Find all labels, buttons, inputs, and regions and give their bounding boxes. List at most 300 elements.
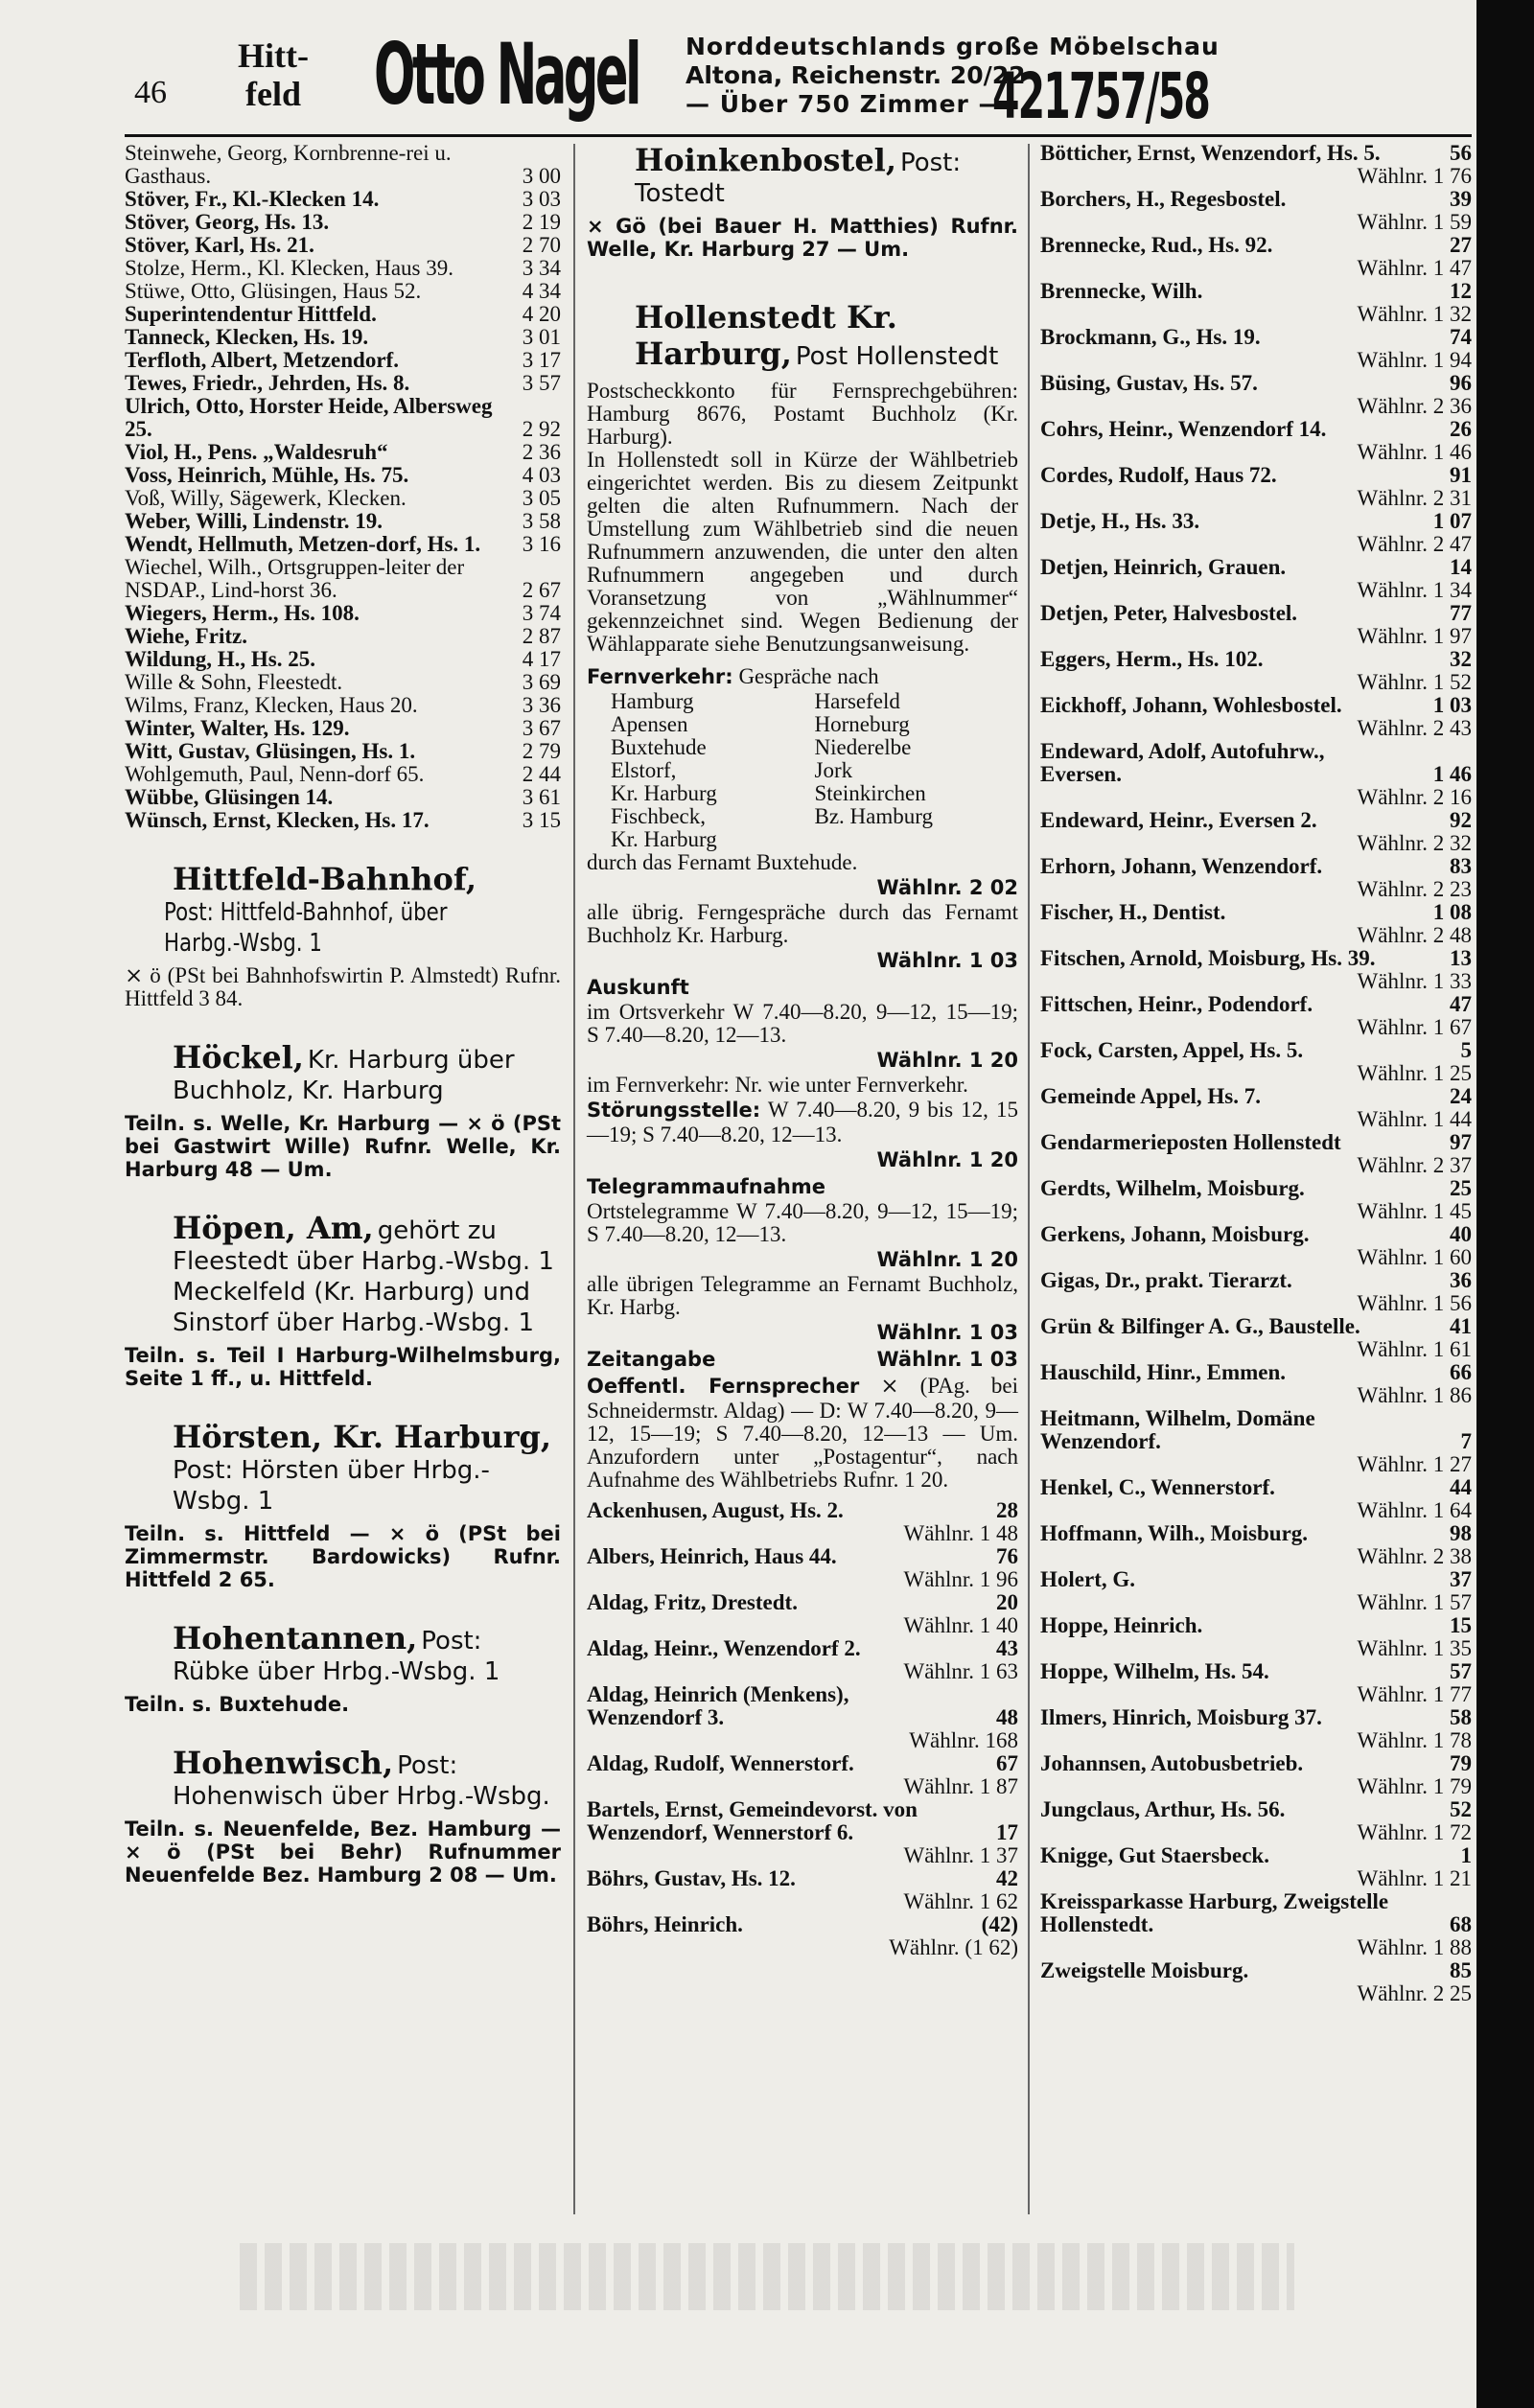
entry-name: Stüwe, Otto, Glüsingen, Haus 52. [125, 279, 422, 303]
entry-number: 97 [1450, 1130, 1472, 1154]
section-note: Teiln. s. Welle, Kr. Harburg — ⨯ ö (PSt bei Gastwirt Wille) Rufnr. Welle, Kr. Harburg 48 — Um. [125, 1112, 561, 1181]
section-post: Post Hollenstedt [795, 342, 999, 371]
entry-top [587, 1591, 1018, 1614]
section-hoeckel [125, 1039, 561, 1181]
waehlnummer-label: Wählnr. [1357, 1291, 1428, 1315]
list-item [1040, 1039, 1472, 1085]
entry-name: Johannsen, Autobusbetrieb. [1040, 1751, 1304, 1775]
entry-name: Wildung, H., Hs. 25. [125, 647, 315, 671]
section-title: Hollenstedt Kr. Harburg, [635, 299, 897, 372]
section-post: Post: Hörsten über Hrbg.-Wsbg. 1 [173, 1456, 490, 1516]
entry-number: 37 [1450, 1567, 1472, 1591]
list-item [125, 533, 561, 556]
place-name: Kr. Harburg [611, 781, 717, 805]
entry-name: Ackenhusen, August, Hs. 2. [587, 1498, 844, 1522]
entry-name: Wilms, Franz, Klecken, Haus 20. [125, 693, 418, 717]
telegramm-alle-nr: Wählnr. 1 03 [876, 1321, 1018, 1344]
entry-number: 3 34 [522, 256, 561, 280]
entry-top [1040, 694, 1472, 717]
list-item [1040, 418, 1472, 464]
waehlnummer [1040, 671, 1472, 694]
entry-top [587, 1798, 1018, 1844]
entry-top [1040, 1798, 1472, 1821]
entry-number: 67 [996, 1751, 1018, 1775]
entry-top [1040, 855, 1472, 878]
waehlnummer [1040, 625, 1472, 648]
entry-number: 15 [1450, 1613, 1472, 1637]
entry-top [1040, 372, 1472, 395]
entry-number: 20 [996, 1590, 1018, 1614]
waehlnummer-label: Wählnr. [1357, 164, 1428, 188]
entry-name: Cordes, Rudolf, Haus 72. [1040, 463, 1277, 487]
section-title: Hohentannen, [173, 1620, 418, 1656]
waehlnummer-value: 1 21 [1432, 1866, 1472, 1890]
waehlnummer [1040, 878, 1472, 901]
list-item [1040, 602, 1472, 648]
entry-top [1040, 556, 1472, 579]
waehlnummer-value: 1 87 [979, 1774, 1018, 1798]
waehlnummer-value: 1 34 [1432, 578, 1472, 602]
list-item [125, 717, 561, 740]
waehlnummer-value: 2 48 [1432, 923, 1472, 947]
entry-name: Stöver, Karl, Hs. 21. [125, 233, 314, 257]
list-item [1040, 1568, 1472, 1614]
entry-top [1040, 510, 1472, 533]
entry-name: Tewes, Friedr., Jehrden, Hs. 8. [125, 371, 410, 395]
section-title: Hoinkenbostel, [635, 142, 896, 178]
entry-name: Eggers, Herm., Hs. 102. [1040, 647, 1264, 671]
entry-number: 12 [1450, 279, 1472, 303]
oeff-label: Oeffentl. Fernsprecher [587, 1375, 860, 1398]
entry-list [125, 142, 561, 832]
entry-top [1040, 188, 1472, 211]
place-name: Horneburg [814, 712, 910, 736]
section-hittfeld-bahnhof [125, 861, 561, 1010]
waehlnummer [1040, 1499, 1472, 1522]
waehlnummer [1040, 717, 1472, 740]
waehlnummer-label: Wählnr. [1357, 486, 1428, 510]
entry-number: 26 [1450, 417, 1472, 441]
entry-top [587, 1913, 1018, 1936]
waehlnummer-label: Wählnr. [903, 1774, 974, 1798]
waehlnummer [1040, 786, 1472, 809]
entry-name: Voss, Heinrich, Mühle, Hs. 75. [125, 463, 409, 487]
place-heading [225, 36, 321, 113]
entry-name: Borchers, H., Regesbostel. [1040, 187, 1287, 211]
section-note: Teiln. s. Hittfeld — ⨯ ö (PSt bei Zimmermstr. Bardowicks) Rufnr. Hittfeld 2 65. [125, 1522, 561, 1591]
column-3 [1040, 142, 1472, 2005]
entry-top [1040, 1959, 1472, 1982]
telegramm-alle: alle übrigen Telegramme an Fernamt Buchholz, Kr. Harbg. [587, 1272, 1018, 1319]
zeit-nr: Wählnr. 1 03 [876, 1348, 1018, 1371]
entry-number: 5 [1460, 1038, 1472, 1062]
entry-number: 2 36 [522, 440, 561, 464]
entry-number: 92 [1450, 808, 1472, 832]
entry-name: Heitmann, Wilhelm, Domäne Wenzendorf. [1040, 1406, 1315, 1453]
waehlnummer-label: Wählnr. [1357, 1337, 1428, 1361]
waehlnummer-value: 2 38 [1432, 1544, 1472, 1568]
list-item [125, 395, 561, 441]
waehlnummer [587, 1522, 1018, 1545]
entry-number: 68 [1450, 1912, 1472, 1936]
entry-number: 1 08 [1432, 900, 1472, 924]
place-name: Elstorf, [611, 758, 677, 782]
waehlnummer-value: 1 35 [1432, 1636, 1472, 1660]
waehlnummer [1040, 1384, 1472, 1407]
waehlnummer-label: Wählnr. [1357, 1774, 1428, 1798]
waehlnummer-value: 1 27 [1432, 1452, 1472, 1476]
entry-top [587, 1683, 1018, 1729]
waehlnummer-label: Wählnr. [1357, 1153, 1428, 1177]
entry-name: Fittschen, Heinr., Podendorf. [1040, 992, 1313, 1016]
waehlnummer [1040, 211, 1472, 234]
waehlnummer [1040, 832, 1472, 855]
place-name: Niederelbe [814, 735, 912, 759]
advert-line-3: — Über 750 Zimmer — [686, 90, 1004, 118]
column-divider [573, 144, 575, 2214]
entry-number: 85 [1450, 1958, 1472, 1982]
waehlnummer-label: Wählnr. [1357, 1981, 1428, 2005]
waehlnummer [587, 1936, 1018, 1959]
section-hohentannen [125, 1620, 561, 1716]
entry-number: 24 [1450, 1084, 1472, 1108]
entry-top [1040, 602, 1472, 625]
waehlnummer [1040, 349, 1472, 372]
advert-line-1: Norddeutschlands große Möbelschau [686, 33, 1220, 60]
waehlnummer-value: 2 43 [1432, 716, 1472, 740]
entry-number: 14 [1450, 555, 1472, 579]
entry-number: 2 67 [522, 578, 561, 602]
entry-name: Kreissparkasse Harburg, Zweigstelle Hollenstedt. [1040, 1889, 1389, 1936]
list-item [1040, 556, 1472, 602]
place-name: Kr. Harburg [611, 827, 717, 851]
waehlnummer-value: 1 32 [1432, 302, 1472, 326]
entry-top [1040, 648, 1472, 671]
entry-name: Brennecke, Rud., Hs. 92. [1040, 233, 1273, 257]
waehlnummer [1040, 1775, 1472, 1798]
entry-number: 3 74 [522, 601, 561, 625]
wahlbetrieb-text: In Hollenstedt soll in Kürze der Wählbetrieb eingerichtet werden. Bis zu diesem Zeitpunkt gelten die alten Rufnummern. Nach der Umstellung zum Wählbetrieb sind die neuen Rufnummern anzuwenden, die unter den alten Rufnummern angegeben und durch Voransetzung von „Wählnummer“ gekennzeichnet sind. Wegen Bedienung der Wählapparate siehe Benutzungsanweisung. [587, 448, 1018, 656]
entry-top [1040, 1361, 1472, 1384]
entry-number: 3 69 [522, 670, 561, 694]
entry-number: 4 20 [522, 302, 561, 326]
entry-number: 48 [996, 1705, 1018, 1729]
entry-name: Steinwehe, Georg, Kornbrenne-rei u. Gasthaus. [125, 141, 452, 188]
fernamt-buchholz: alle übrig. Ferngespräche durch das Fernamt Buchholz Kr. Harburg. [587, 900, 1018, 947]
entry-name: Gigas, Dr., prakt. Tierarzt. [1040, 1268, 1292, 1292]
entry-top [1040, 1407, 1472, 1453]
waehlnummer-value: 1 25 [1432, 1061, 1472, 1085]
entry-name: Brockmann, G., Hs. 19. [1040, 325, 1261, 349]
waehlnummer [587, 1614, 1018, 1637]
list-item [587, 1591, 1018, 1637]
entry-top [1040, 1614, 1472, 1637]
advert-line-2: Altona, Reichenstr. 20/22 [686, 61, 1026, 89]
entry-name: Wünsch, Ernst, Klecken, Hs. 17. [125, 808, 430, 832]
waehlnummer-value: 2 25 [1432, 1981, 1472, 2005]
entry-name: Bötticher, Ernst, Wenzendorf, Hs. 5. [1040, 141, 1381, 165]
waehlnummer-label: Wählnr. [1357, 969, 1428, 993]
entry-top [1040, 1269, 1472, 1292]
list-item [1040, 1085, 1472, 1131]
waehlnummer-label: Wählnr. [1357, 716, 1428, 740]
place-name: Harsefeld [814, 689, 900, 713]
bleed-through-text [240, 2243, 1294, 2310]
waehlnummer-label: Wählnr. [1357, 1636, 1428, 1660]
waehlnummer [1040, 395, 1472, 418]
entry-name: Eickhoff, Johann, Wohlesbostel. [1040, 693, 1342, 717]
entry-name: Stöver, Fr., Kl.-Klecken 14. [125, 187, 380, 211]
waehlnummer-value: 1 56 [1432, 1291, 1472, 1315]
list-item [1040, 1890, 1472, 1959]
waehlnummer-label: Wählnr. [1357, 1383, 1428, 1407]
waehlnummer-value: 1 40 [979, 1613, 1018, 1637]
entry-number: 40 [1450, 1222, 1472, 1246]
fernverkehr-places [587, 690, 1018, 851]
list-item [125, 142, 561, 188]
entry-name: Wiehe, Fritz. [125, 624, 247, 648]
waehlnummer-value: 1 33 [1432, 969, 1472, 993]
entry-name: Knigge, Gut Staersbeck. [1040, 1843, 1269, 1867]
waehlnummer-label: Wählnr. [1357, 348, 1428, 372]
list-item [587, 1545, 1018, 1591]
waehlnummer-value: 1 79 [1432, 1774, 1472, 1798]
section-hoepen [125, 1210, 561, 1390]
list-item [1040, 1269, 1472, 1315]
list-item [125, 257, 561, 280]
list-item [1040, 809, 1472, 855]
entry-number: 28 [996, 1498, 1018, 1522]
entry-name: Weber, Willi, Lindenstr. 19. [125, 509, 384, 533]
telegramm-label: Telegrammaufnahme [587, 1175, 825, 1198]
entry-name: Terfloth, Albert, Metzendorf. [125, 348, 399, 372]
waehlnummer-value: 1 48 [979, 1521, 1018, 1545]
entry-top [587, 1752, 1018, 1775]
entry-name: Gerdts, Wilhelm, Moisburg. [1040, 1176, 1305, 1200]
list-item [125, 372, 561, 395]
waehlnummer-label: Wählnr. [1357, 256, 1428, 280]
waehlnummer-label: Wählnr. [889, 1935, 960, 1959]
postscheck-text: Postscheckkonto für Fernsprechgebühren: Hamburg 8676, Postamt Buchholz (Kr. Harburg). [587, 379, 1018, 449]
auskunft-fern: im Fernverkehr: Nr. wie unter Fernverkehr. [587, 1073, 968, 1097]
list-item [1040, 1752, 1472, 1798]
waehlnummer-label: Wählnr. [1357, 670, 1428, 694]
waehlnummer-value: 2 16 [1432, 785, 1472, 809]
fernamt-buxtehude: durch das Fernamt Buxtehude. [587, 850, 858, 874]
list-item [125, 211, 561, 234]
list-item [1040, 947, 1472, 993]
section-title: Höckel, [173, 1039, 304, 1076]
waehlnummer-label: Wählnr. [1357, 877, 1428, 901]
list-item [1040, 234, 1472, 280]
entry-name: Detje, H., Hs. 33. [1040, 509, 1200, 533]
waehlnummer [1040, 1637, 1472, 1660]
list-item [125, 349, 561, 372]
entry-name: Viol, H., Pens. „Waldesruh“ [125, 440, 388, 464]
waehlnummer-value: 1 44 [1432, 1107, 1472, 1131]
list-item [1040, 740, 1472, 809]
entry-name: Aldag, Fritz, Drestedt. [587, 1590, 798, 1614]
waehlnummer [1040, 1729, 1472, 1752]
entry-number: (42) [981, 1912, 1018, 1936]
entry-number: 4 17 [522, 647, 561, 671]
entry-number: 96 [1450, 371, 1472, 395]
waehlnummer-label: Wählnr. [1357, 1866, 1428, 1890]
entry-number: 3 57 [522, 371, 561, 395]
entry-name: Hauschild, Hinr., Emmen. [1040, 1360, 1287, 1384]
place-name: Steinkirchen [814, 781, 926, 805]
list-item [1040, 1959, 1472, 2005]
waehlnummer-value: 1 86 [1432, 1383, 1472, 1407]
entry-name: Gemeinde Appel, Hs. 7. [1040, 1084, 1262, 1108]
entry-number: 39 [1450, 187, 1472, 211]
waehlnummer-label: Wählnr. [1357, 394, 1428, 418]
entry-top [587, 1637, 1018, 1660]
section-title: Hörsten, Kr. Harburg, [173, 1419, 551, 1455]
entry-name: Superintendentur Hittfeld. [125, 302, 377, 326]
waehlnummer [587, 1660, 1018, 1683]
waehlnummer-label: Wählnr. [1357, 1498, 1428, 1522]
list-item [125, 510, 561, 533]
waehlnummer [1040, 165, 1472, 188]
section-post: gehört zu Fleestedt über Harbg.-Wsbg. 1 Meckelfeld (Kr. Harburg) und Sinstorf über Harbg.-Wsbg. 1 [173, 1216, 554, 1337]
entry-top [1040, 1085, 1472, 1108]
entry-top [1040, 464, 1472, 487]
column-divider [1028, 144, 1030, 2214]
entry-number: 2 19 [522, 210, 561, 234]
entry-top [587, 1499, 1018, 1522]
entry-number: 44 [1450, 1475, 1472, 1499]
entry-name: Gendarmerieposten Hollenstedt [1040, 1130, 1341, 1154]
fernamt-buchholz-nr: Wählnr. 1 03 [876, 949, 1018, 972]
waehlnummer-value: 168 [985, 1728, 1018, 1752]
auskunft-nr: Wählnr. 1 20 [876, 1049, 1018, 1072]
advert-phone: 421757/58 [992, 59, 1209, 133]
waehlnummer [1040, 924, 1472, 947]
entry-name: Gerkens, Johann, Moisburg. [1040, 1222, 1310, 1246]
entry-name: Hoppe, Wilhelm, Hs. 54. [1040, 1659, 1269, 1683]
section-note: Teiln. s. Neuenfelde, Bez. Hamburg — ⨯ ö (PSt bei Behr) Rufnummer Neuenfelde Bez. Hamburg 2 08 — Um. [125, 1818, 561, 1887]
waehlnummer-label: Wählnr. [1357, 1820, 1428, 1844]
entry-number: 56 [1450, 141, 1472, 165]
waehlnummer [1040, 1591, 1472, 1614]
list-item [125, 441, 561, 464]
entry-top [1040, 1131, 1472, 1154]
list-item [1040, 901, 1472, 947]
list-item [1040, 1844, 1472, 1890]
list-item [1040, 993, 1472, 1039]
waehlnummer [1040, 1062, 1472, 1085]
entry-name: Grün & Bilfinger A. G., Baustelle. [1040, 1314, 1360, 1338]
section-post: Kr. Harburg über Buchholz, Kr. Harburg [173, 1046, 515, 1105]
entry-list [587, 1499, 1018, 1959]
entry-number: 77 [1450, 601, 1472, 625]
stoerung-text: W 7.40—8.20, 9 bis 12, 15—19; S 7.40—8.20, 12—13. [587, 1098, 1018, 1146]
telegramm-nr: Wählnr. 1 20 [876, 1248, 1018, 1271]
waehlnummer [1040, 1683, 1472, 1706]
waehlnummer-label: Wählnr. [1357, 831, 1428, 855]
section-note: ⨯ ö (PSt bei Bahnhofswirtin P. Almstedt) Rufnr. Hittfeld 3 84. [125, 963, 561, 1010]
entry-number: 66 [1450, 1360, 1472, 1384]
oeff-text: ⨯ (PAg. bei Schneidermstr. Aldag) — D: W 7.40—8.20, 9—12, 15—19; S 7.40—8.20, 12—13 — Um. Anzufordern unter „Postagentur“, nach Aufnahme des Wählbetriebs Rufnr. 1 20. [587, 1374, 1018, 1492]
list-item [125, 786, 561, 809]
entry-name: Ulrich, Otto, Horster Heide, Albersweg 25. [125, 394, 493, 441]
place-line-1: Hitt- [238, 36, 309, 75]
list-item [1040, 855, 1472, 901]
entry-top [1040, 740, 1472, 786]
entry-top [1040, 326, 1472, 349]
fernamt-buxtehude-nr: Wählnr. 2 02 [876, 876, 1018, 899]
list-item [1040, 1798, 1472, 1844]
waehlnummer-value: 2 36 [1432, 394, 1472, 418]
entry-number: 41 [1450, 1314, 1472, 1338]
entry-number: 3 58 [522, 509, 561, 533]
entry-number: 4 34 [522, 279, 561, 303]
entry-name: Böhrs, Gustav, Hs. 12. [587, 1866, 796, 1890]
entry-number: 74 [1450, 325, 1472, 349]
waehlnummer [1040, 1982, 1472, 2005]
entry-number: 3 67 [522, 716, 561, 740]
entry-number: 1 46 [1432, 762, 1472, 786]
section-title: Höpen, Am, [173, 1210, 374, 1246]
place-name: Buxtehude [611, 735, 707, 759]
column-1 [125, 142, 561, 1887]
waehlnummer-value: 1 72 [1432, 1820, 1472, 1844]
entry-top [1040, 1890, 1472, 1936]
waehlnummer-label: Wählnr. [1357, 1590, 1428, 1614]
zeit-label: Zeitangabe [587, 1348, 716, 1371]
entry-name: Aldag, Heinr., Wenzendorf 2. [587, 1636, 861, 1660]
waehlnummer [1040, 533, 1472, 556]
waehlnummer-value: 2 47 [1432, 532, 1472, 556]
place-name: Jork [814, 758, 853, 782]
list-item [125, 487, 561, 510]
place-name: Fischbeck, [611, 804, 707, 828]
list-item [1040, 1131, 1472, 1177]
waehlnummer-label: Wählnr. [1357, 1728, 1428, 1752]
section-post: Post: Hohenwisch über Hrbg.-Wsbg. [173, 1751, 550, 1811]
waehlnummer-label: Wählnr. [1357, 532, 1428, 556]
waehlnummer [1040, 1338, 1472, 1361]
waehlnummer-value: 1 96 [979, 1567, 1018, 1591]
waehlnummer [1040, 1154, 1472, 1177]
waehlnummer [1040, 1453, 1472, 1476]
section-note: Teiln. s. Buxtehude. [125, 1693, 350, 1716]
list-item [1040, 1407, 1472, 1476]
entry-top [1040, 1568, 1472, 1591]
entry-top [1040, 1177, 1472, 1200]
place-name: Hamburg [611, 689, 694, 713]
list-item [587, 1637, 1018, 1683]
waehlnummer-label: Wählnr. [1357, 1061, 1428, 1085]
waehlnummer-value: 1 77 [1432, 1682, 1472, 1706]
entry-number: 3 05 [522, 486, 561, 510]
list-item [125, 303, 561, 326]
entry-top [1040, 809, 1472, 832]
entry-top [1040, 1844, 1472, 1867]
entry-top [1040, 1315, 1472, 1338]
page-header [125, 27, 1266, 134]
entry-name: Cohrs, Heinr., Wenzendorf 14. [1040, 417, 1327, 441]
entry-number: 1 03 [1432, 693, 1472, 717]
entry-number: 76 [996, 1544, 1018, 1568]
waehlnummer [1040, 303, 1472, 326]
entry-top [1040, 1039, 1472, 1062]
entry-name: Wendt, Hellmuth, Metzen-dorf, Hs. 1. [125, 532, 481, 556]
waehlnummer-value: 1 57 [1432, 1590, 1472, 1614]
entry-number: 2 87 [522, 624, 561, 648]
column-2 [587, 142, 1018, 1959]
